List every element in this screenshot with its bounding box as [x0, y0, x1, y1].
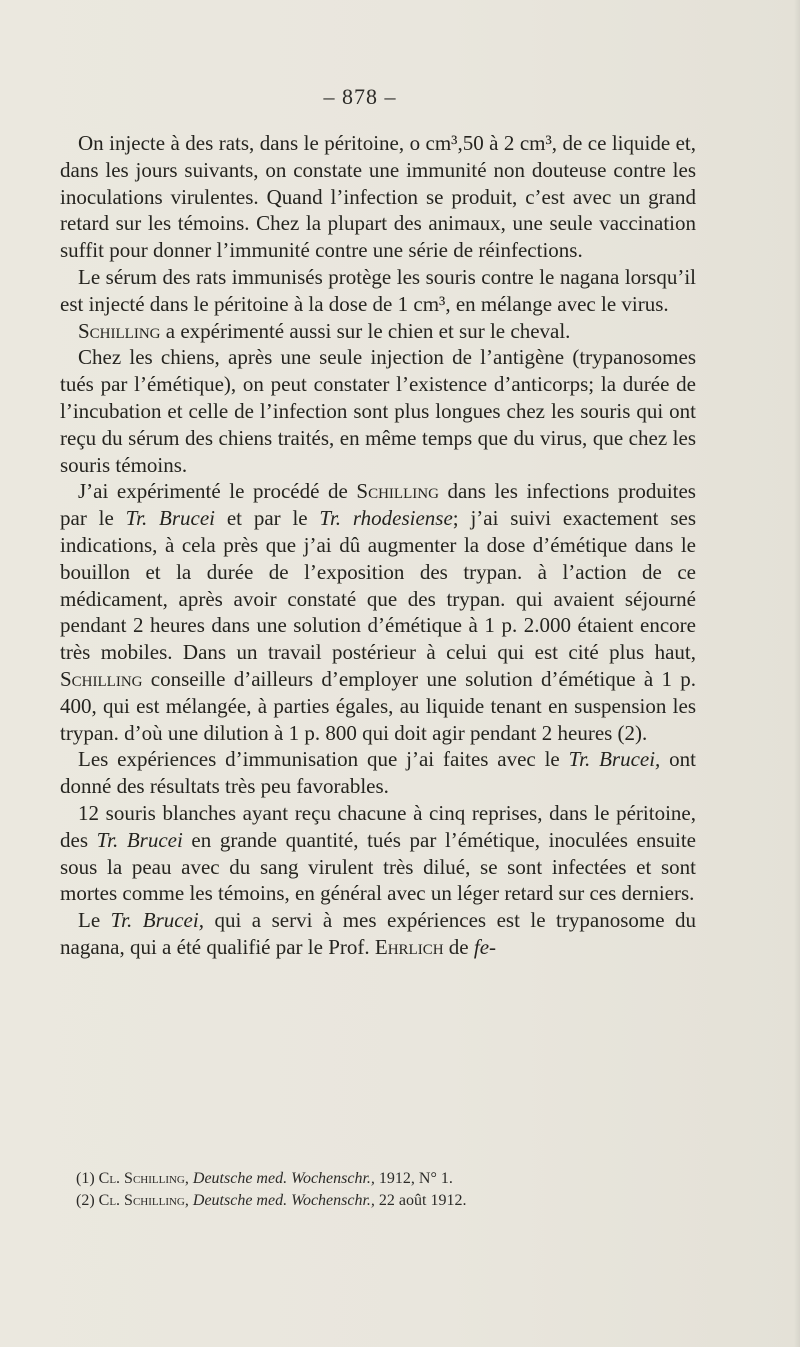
footnote-author: Cl. Schilling,	[98, 1192, 189, 1209]
text-run: Les expériences d’immunisation que j’ai faites avec le	[78, 747, 569, 772]
footnote-2	[76, 1190, 696, 1212]
text-run: et par le	[215, 506, 320, 531]
paragraph-2: Le sérum des rats immunisés protège les souris contre le nagana lorsqu’il est injecté dans le péritoine à la dose de 1 cm³, en mélange avec le virus.	[60, 264, 696, 316]
body-text	[60, 130, 696, 961]
author-name: Schilling	[356, 479, 439, 504]
text-run: en grande quantité, tués par l’émétique, inoculées ensuite sous la peau avec du sang virulent très dilué, se sont infectées et sont mortes comme les témoins, en général avec un léger retard sur ces derniers.	[60, 827, 696, 906]
footnote-number: (1)	[76, 1170, 99, 1187]
author-name: Schilling	[78, 318, 161, 343]
page-number: – 878 –	[323, 84, 397, 109]
author-name: Ehrlich	[374, 934, 444, 959]
italic-word: fe-	[473, 934, 497, 959]
paragraph-5	[60, 478, 696, 746]
paragraph-6	[60, 746, 696, 800]
footnote-author: Cl. Schilling,	[98, 1170, 189, 1187]
footnote-journal: Deutsche med. Wochenschr.,	[188, 1170, 375, 1187]
paragraph-7	[60, 800, 696, 907]
species-name: Tr. Brucei	[125, 506, 216, 531]
text-run: qui a servi à mes expériences est le trypanosome du nagana, qui a été qualifié par le Prof.	[60, 908, 696, 959]
paragraph-1: On injecte à des rats, dans le péritoine, o cm³,50 à 2 cm³, de ce liquide et, dans les jours suivants, on constate une immunité non douteuse contre les inoculations virulentes. Quand l’infection se produit, c’est avec un grand retard sur les témoins. Chez la plupart des animaux, une seule vaccination suffit pour donner l’immunité contre une série de réinfections.	[60, 131, 696, 263]
text-run: de	[443, 934, 474, 959]
text-run: conseille d’ailleurs d’employer une solution d’émétique à 1 p. 400, qui est mélangée, à parties égales, au liquide tenant en suspension les trypan. d’où une dilution à 1 p. 800 qui doit agir pendant 2 heures (2).	[60, 666, 696, 745]
text-run: Le	[78, 908, 111, 933]
text-run: 12 souris blanches ayant reçu chacune à cinq reprises, dans le péritoine, des	[60, 800, 696, 852]
paragraph-8	[60, 907, 696, 961]
author-name: Schilling	[60, 666, 143, 691]
text-run: ont donné des résultats très peu favorables.	[60, 747, 696, 799]
text-run: dans les infections produites par le	[60, 479, 696, 531]
footnote-citation: 1912, N° 1.	[374, 1170, 453, 1187]
footnote-number: (2)	[76, 1192, 99, 1209]
text-run: a expérimenté aussi sur le chien et sur le cheval.	[160, 318, 571, 343]
paragraph-4: Chez les chiens, après une seule injection de l’antigène (trypanosomes tués par l’émétique), on peut constater l’existence d’anticorps; la durée de l’incubation et celle de l’infection sont plus longues chez les souris qui ont reçu du sérum des chiens traités, en même temps que du virus, que chez les souris témoins.	[60, 345, 696, 477]
footnote-journal: Deutsche med. Wochenschr.,	[188, 1192, 375, 1209]
footnote-1	[76, 1168, 696, 1190]
text-run: J’ai expérimenté le procédé de	[78, 479, 357, 504]
footnote-citation: 22 août 1912.	[374, 1192, 467, 1209]
page-edge-shadow	[794, 0, 800, 1347]
species-name: Tr. Brucei,	[110, 908, 204, 933]
species-name: Tr. Brucei	[96, 827, 183, 852]
species-name: Tr. rhodesiense	[319, 506, 453, 531]
text-run: ; j’ai suivi exactement ses indications, à cela près que j’ai dû augmenter la dose d’émétique dans le bouillon et la durée de l’exposition des trypan. à l’action de ce médicament, après avoir constaté que des trypan. qui avaient séjourné pendant 2 heures dans une solution d’émétique à 1 p. 2.000 étaient encore très mobiles. Dans un travail postérieur à celui qui est cité plus haut,	[60, 506, 696, 665]
species-name: Tr. Brucei,	[568, 747, 661, 772]
paragraph-3	[60, 318, 696, 345]
footnotes	[76, 1168, 696, 1212]
